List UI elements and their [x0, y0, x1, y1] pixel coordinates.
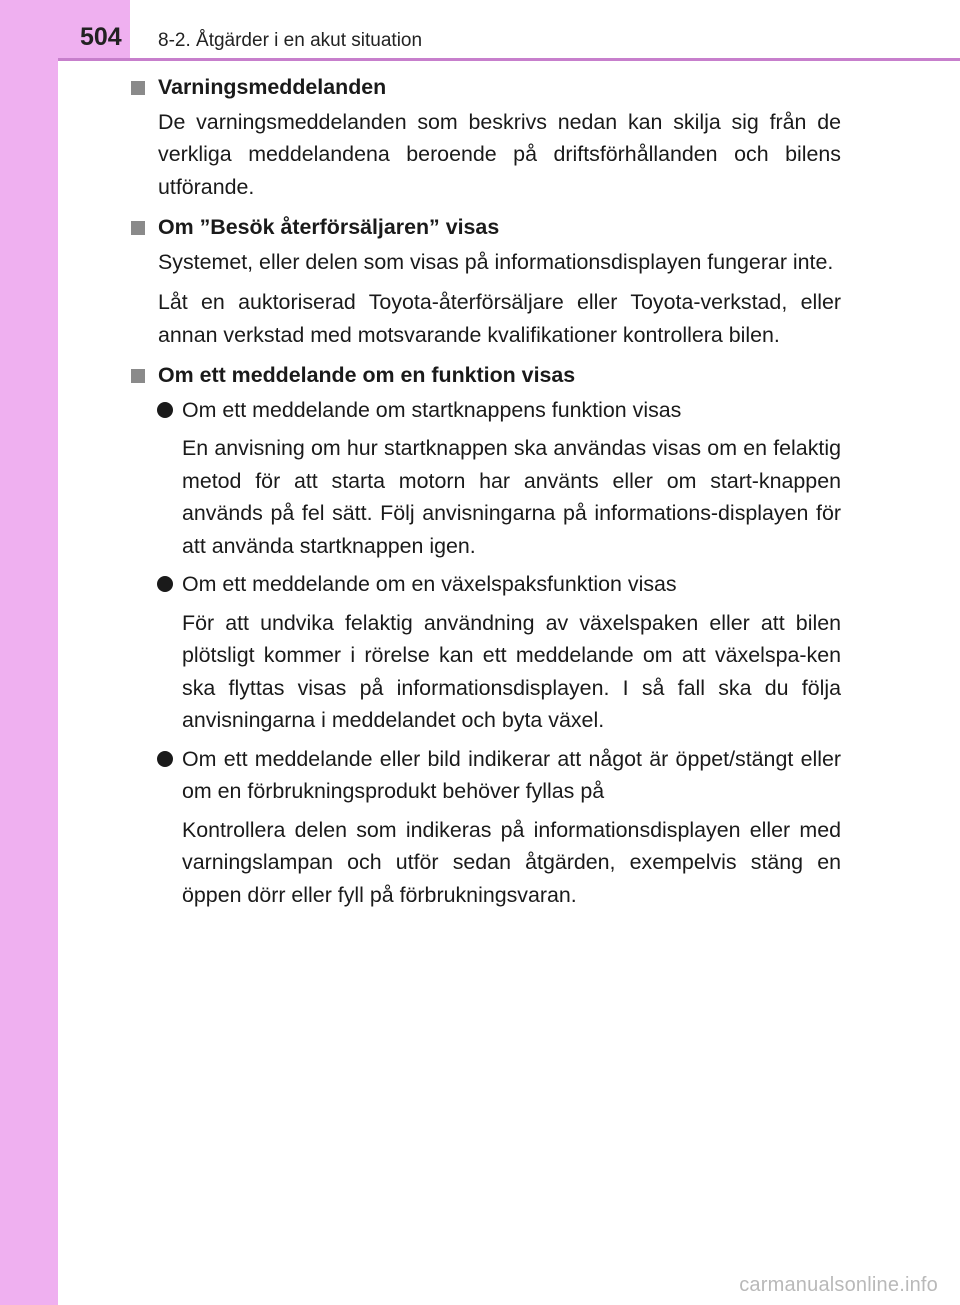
chapter-title: 8-2. Åtgärder i en akut situation — [158, 30, 423, 51]
bullet-paragraph: För att undvika felaktig användning av växelspaken eller att bilen plötsligt kommer i rörelse kan ett meddelande om att växelspa-ken ska flyttas visas på informationsdisplayen. I så fall ska du följa anvisningarna i meddelandet och byta växel. — [182, 610, 841, 732]
side-color-band — [0, 0, 58, 1305]
bullet-item — [130, 394, 841, 427]
section-heading — [130, 359, 841, 392]
section-heading-text: Om ett meddelande om en funktion visas — [158, 363, 576, 387]
footer-watermark: carmanualsonline.info — [739, 1274, 938, 1296]
section-heading-text: Varningsmeddelanden — [158, 75, 387, 99]
bullet-title: Om ett meddelande om en växelspaksfunktion visas — [182, 572, 677, 596]
paragraph: De varningsmeddelanden som beskrivs nedan kan skilja sig från de verkliga meddelandena beroende på driftsförhållanden och bilens utförande. — [158, 109, 841, 199]
heading-square-icon — [131, 369, 145, 383]
bullet-dot-icon — [157, 402, 173, 418]
bullet-title: Om ett meddelande om startknappens funktion visas — [182, 397, 682, 422]
bullet-title: Om ett meddelande eller bild indikerar att något är öppet/stängt eller om en förbrukningsprodukt behöver fyllas på — [182, 746, 841, 803]
bullet-paragraph: En anvisning om hur startknappen ska användas visas om en felaktig metod för att starta motorn har använts eller om start-knappen används på fel sätt. Följ anvisningarna på informations-displayen för att använda startknappen igen. — [182, 436, 841, 558]
page-number: 504 — [80, 23, 122, 51]
header-divider — [58, 58, 960, 61]
heading-square-icon — [131, 81, 145, 95]
bullet-item — [130, 568, 841, 601]
bullet-paragraph: Kontrollera delen som indikeras på informationsdisplayen eller med varningslampan och utför sedan åtgärden, exempelvis stäng en öppen dörr eller fyll på förbrukningsvaran. — [182, 817, 841, 907]
bullet-item — [130, 743, 841, 808]
section-heading-text: Om ”Besök återförsäljaren” visas — [158, 215, 500, 239]
section-heading — [130, 71, 841, 104]
bullet-dot-icon — [157, 751, 173, 767]
paragraph: Låt en auktoriserad Toyota-återförsäljare eller Toyota-verkstad, eller annan verkstad med motsvarande kvalifikationer kontrollera bilen. — [158, 290, 841, 347]
section-heading — [130, 211, 841, 244]
paragraph: Systemet, eller delen som visas på informationsdisplayen fungerar inte. — [158, 249, 834, 274]
bullet-dot-icon — [157, 576, 173, 592]
heading-square-icon — [131, 221, 145, 235]
page-content — [130, 70, 841, 911]
